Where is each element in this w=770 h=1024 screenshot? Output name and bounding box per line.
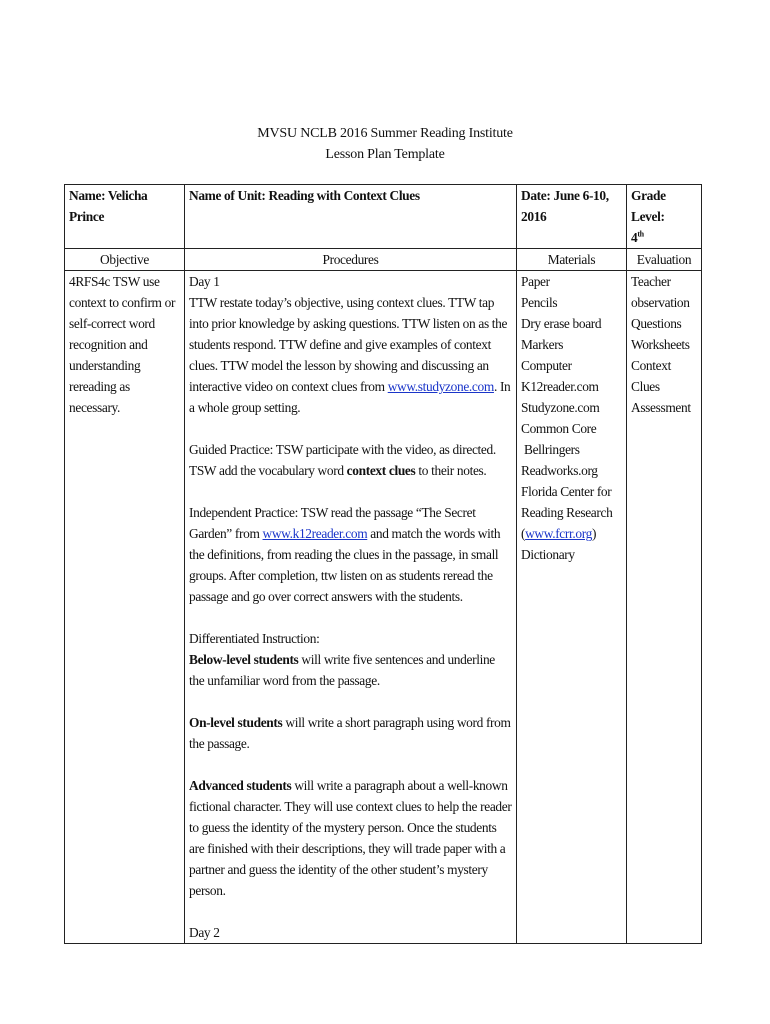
fcrr-link[interactable]: www.fcrr.org (525, 526, 592, 541)
studyzone-link[interactable]: www.studyzone.com (387, 379, 494, 394)
material-item: Bellringers (521, 442, 580, 457)
material-item: Markers (521, 337, 564, 352)
date-cell: Date: June 6-10, 2016 (517, 185, 627, 249)
lesson-content-row (65, 271, 702, 944)
unit-name-cell: Name of Unit: Reading with Context Clues (185, 185, 517, 249)
on-level-paragraph: On-level students will write a short paragraph using word from the passage. (189, 715, 511, 751)
grade-level-cell: Grade Level: 4th (627, 185, 702, 249)
grade-value: 4 (631, 230, 638, 245)
material-item: K12reader.com (521, 379, 599, 394)
objective-cell (65, 271, 185, 944)
material-item: Dry erase board (521, 316, 602, 331)
evaluation-item: Questions (631, 316, 682, 331)
material-item: Dictionary (521, 547, 575, 562)
material-item: Paper (521, 274, 550, 289)
evaluation-cell (627, 271, 702, 944)
differentiated-instruction-paragraph: Differentiated Instruction: Below-level students will write five sentences and underline the unfamiliar word from the passage. (189, 631, 495, 688)
objective-header: Objective (65, 249, 185, 271)
material-item: Common Core (521, 421, 597, 436)
evaluation-item: Teacher (631, 274, 671, 289)
material-item: Reading Research (521, 505, 613, 520)
evaluation-item: Context Clues (631, 358, 671, 394)
column-header-row (65, 249, 702, 271)
document-subtitle: Lesson Plan Template (325, 147, 445, 162)
materials-cell (517, 271, 627, 944)
k12reader-link[interactable]: www.k12reader.com (262, 526, 368, 541)
info-row (65, 185, 702, 249)
material-item: Studyzone.com (521, 400, 600, 415)
teacher-name-cell: Name: Velicha Prince (65, 185, 185, 249)
material-item: Computer (521, 358, 572, 373)
objective-text: 4RFS4c TSW use context to confirm or self-correct word recognition and understanding rereading as necessary. (69, 274, 176, 415)
day2-heading: Day 2 (189, 925, 220, 940)
materials-header: Materials (517, 249, 627, 271)
document-title: MVSU NCLB 2016 Summer Reading Institute (257, 126, 513, 141)
procedures-header: Procedures (185, 249, 517, 271)
advanced-paragraph: Advanced students will write a paragraph about a well-known fictional character. They will use context clues to help the reader to guess the identity of the mystery person. Once the students are finished with their descriptions, they will trade paper with a partner and guess the identity of the other student’s mystery person. (189, 778, 512, 898)
evaluation-header: Evaluation (627, 249, 702, 271)
day1-paragraph: Day 1 TTW restate today’s objective, using context clues. TTW tap into prior knowledge by asking questions. TTW listen on as the students respond. TTW define and give examples of context clues. TTW model the lesson by showing and discussing an interactive video on context clues from www.studyzone.com. In a whole group setting. (189, 274, 511, 415)
evaluation-item: Assessment (631, 400, 691, 415)
material-item: Florida Center for (521, 484, 612, 499)
procedures-cell (185, 271, 517, 944)
independent-practice-paragraph: Independent Practice: TSW read the passage “The Secret Garden” from www.k12reader.com and match the words with the definitions, from reading the clues in the passage, in small groups. After completion, ttw listen on as students reread the passage and go over correct answers with the students. (189, 505, 501, 604)
material-item: Pencils (521, 295, 558, 310)
material-item: Readworks.org (521, 463, 598, 478)
evaluation-item: observation (631, 295, 690, 310)
evaluation-item: Worksheets (631, 337, 690, 352)
differentiated-heading: Differentiated Instruction: (189, 631, 320, 646)
material-item-fcrr: (www.fcrr.org) (521, 526, 597, 541)
day1-heading: Day 1 (189, 274, 220, 289)
guided-practice-paragraph: Guided Practice: TSW participate with the video, as directed. TSW add the vocabulary word context clues to their notes. (189, 442, 496, 478)
lesson-plan-table (64, 184, 702, 944)
